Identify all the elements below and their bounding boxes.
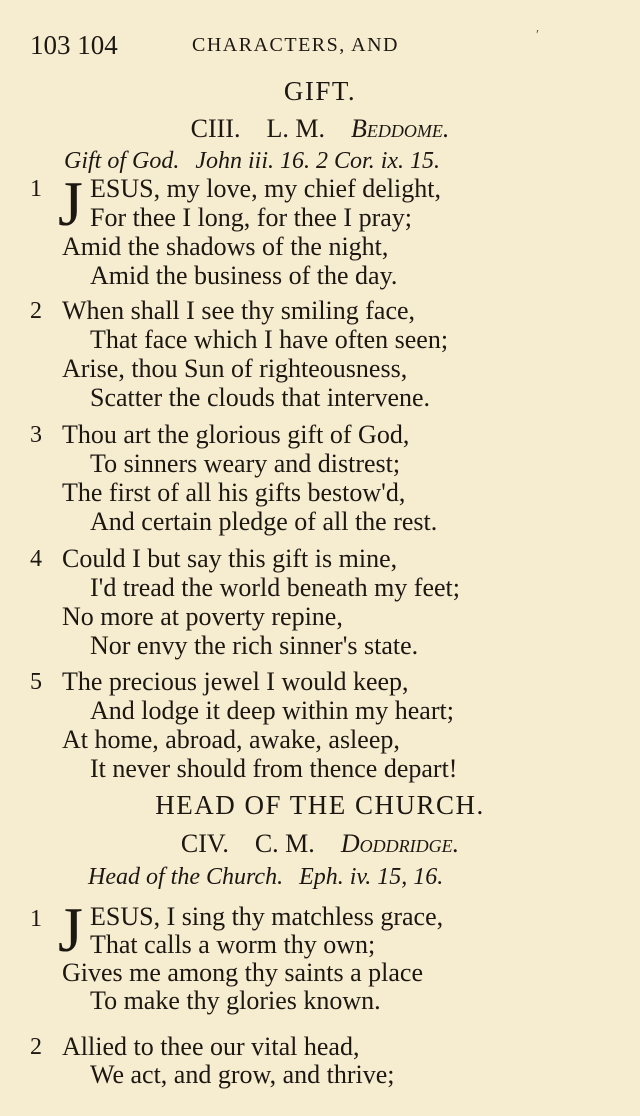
verse-line: Scatter the clouds that intervene.: [90, 383, 431, 412]
stanza-number: 3: [30, 422, 42, 448]
running-head: CHARACTERS, AND: [192, 34, 399, 56]
hymn-subject-ciii: [64, 148, 440, 175]
margin-mark: ′: [536, 28, 540, 43]
verse-line: I'd tread the world beneath my feet;: [90, 573, 460, 602]
drop-cap: J: [58, 894, 83, 965]
verse-line: Gives me among thy saints a place: [62, 958, 424, 987]
stanza-number: 4: [30, 546, 42, 572]
verse-line: To sinners weary and distrest;: [90, 449, 401, 478]
hymn-number: CIII.: [190, 114, 241, 143]
verse-line: Nor envy the rich sinner's state.: [90, 631, 419, 660]
verse-line: At home, abroad, awake, asleep,: [62, 725, 400, 754]
verse-line: And lodge it deep within my heart;: [90, 696, 454, 725]
verse-line: Amid the shadows of the night,: [62, 232, 389, 261]
subject-title: Head of the Church.: [88, 864, 284, 890]
verse-line: We act, and grow, and thrive;: [90, 1060, 395, 1089]
verse-line: Arise, thou Sun of righteousness,: [62, 354, 408, 383]
verse-line: When shall I see thy smiling face,: [62, 296, 416, 325]
verse-line: Thou art the glorious gift of God,: [62, 420, 410, 449]
verse-line: To make thy glories known.: [90, 986, 381, 1015]
verse-line: For thee I long, for thee I pray;: [90, 203, 413, 232]
verse-line: Could I but say this gift is mine,: [62, 544, 398, 573]
verse-line: Amid the business of the day.: [90, 261, 398, 290]
hymn-number: CIV.: [180, 829, 229, 858]
hymn-heading-ciii: [0, 114, 640, 144]
section-title-head-of-the-church: HEAD OF THE CHURCH.: [155, 790, 485, 820]
verse-line: It never should from thence depart!: [90, 754, 458, 783]
verse-line: Allied to thee our vital head,: [62, 1032, 360, 1061]
hymn-author: Beddome.: [350, 114, 450, 143]
verse-line: And certain pledge of all the rest.: [90, 507, 438, 536]
hymn-heading-civ: [0, 829, 640, 859]
verse-line: ESUS, my love, my chief delight,: [90, 174, 441, 203]
hymn-meter: C. M.: [254, 829, 315, 858]
section-title-gift: GIFT.: [283, 76, 357, 106]
verse-line: That face which I have often seen;: [90, 325, 449, 354]
verse-line: The precious jewel I would keep,: [62, 667, 409, 696]
hymn-meter: L. M.: [266, 114, 325, 143]
stanza-number: 2: [30, 1034, 42, 1060]
stanza-number: 2: [30, 298, 42, 324]
stanza-number: 5: [30, 669, 42, 695]
hymn-subject-civ: [88, 864, 443, 891]
stanza-number: 1: [30, 176, 42, 202]
scripture-reference: Eph. iv. 15, 16.: [299, 864, 444, 890]
drop-cap: J: [58, 168, 83, 239]
verse-line: No more at poverty repine,: [62, 602, 343, 631]
verse-line: That calls a worm thy own;: [90, 930, 376, 959]
verse-line: ESUS, I sing thy matchless grace,: [90, 902, 444, 931]
page-number: 103 104: [30, 30, 118, 60]
stanza-number: 1: [30, 906, 42, 932]
subject-title: Gift of God.: [64, 148, 180, 174]
hymn-author: Doddridge.: [340, 829, 460, 858]
scripture-reference: John iii. 16. 2 Cor. ix. 15.: [195, 148, 441, 174]
verse-line: The first of all his gifts bestow'd,: [62, 478, 406, 507]
